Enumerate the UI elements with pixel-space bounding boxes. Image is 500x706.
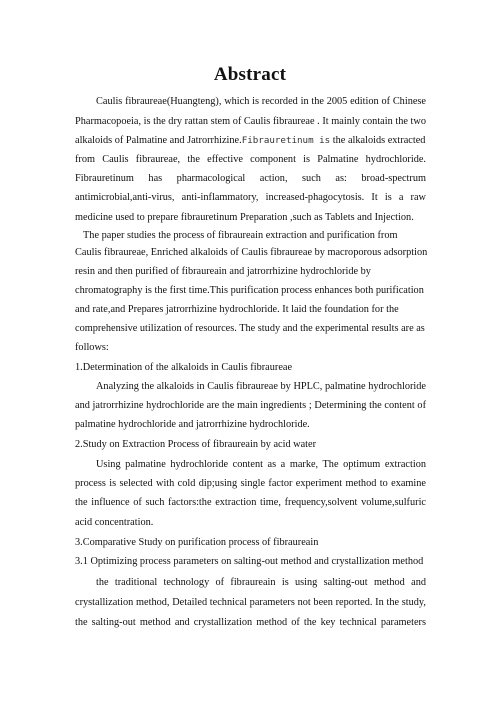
paragraph-line: follows:: [75, 342, 109, 353]
paragraph-line: Caulis fibraureae(Huangteng), which is recorded in the 2005 edition of Chinese: [96, 96, 426, 107]
paragraph-line: chromatography is the first time.This purification process enhances both purification: [75, 285, 424, 296]
paragraph-line: the traditional technology of fibraureain is using salting-out method and: [96, 577, 426, 588]
paragraph-line: [75, 134, 426, 148]
abstract-title: Abstract: [213, 64, 287, 85]
paragraph-line: comprehensive utilization of resources. The study and the experimental results are as: [75, 323, 425, 334]
monospace-span: Fibrauretinum is: [241, 135, 331, 146]
subsection-heading: 3.1 Optimizing process parameters on salting-out method and crystallization method: [75, 556, 424, 567]
paragraph-line: antimicrobial,anti-virus, anti-inflammatory, increased-phagocytosis. It is a raw: [75, 192, 426, 203]
paragraph-line: and jatrorrhizine hydrochloride are the main ingredients ; Determining the content of: [75, 400, 426, 411]
paragraph-line: the salting-out method and crystallization method of the key technical parameters: [75, 617, 426, 628]
text-span: the alkaloids extracted: [330, 135, 426, 146]
paragraph-line: process is selected with cold dip;using single factor experiment method to examine: [75, 478, 426, 489]
section-heading: 3.Comparative Study on purification process of fibraureain: [75, 537, 319, 548]
paragraph-line: Analyzing the alkaloids in Caulis fibraureae by HPLC, palmatine hydrochloride: [96, 381, 426, 392]
section-heading: 1.Determination of the alkaloids in Caulis fibraureae: [75, 362, 293, 373]
paragraph-line: Caulis fibraureae, Enriched alkaloids of Caulis fibraureae by macroporous adsorption: [75, 247, 428, 258]
section-heading: 2.Study on Extraction Process of fibraureain by acid water: [75, 439, 317, 450]
paragraph-line: acid concentration.: [75, 517, 154, 528]
paragraph-line: and rate,and Prepares jatrorrhizine hydrochloride. It laid the foundation for the: [75, 304, 399, 315]
paragraph-line: Using palmatine hydrochloride content as a marke, The optimum extraction: [96, 459, 426, 470]
paragraph-line: The paper studies the process of fibraureain extraction and purification from: [83, 230, 398, 241]
paragraph-line: crystallization method, Detailed technical parameters not been reported. In the study,: [75, 597, 426, 608]
paragraph-line: the influence of such factors:the extraction time, frequency,solvent volume,sulfuric: [75, 497, 426, 508]
text-span: alkaloids of Palmatine and Jatrorrhizine.: [75, 135, 242, 146]
paragraph-line: resin and then purified of fibraureain and jatrorrhizine hydrochloride by: [75, 266, 371, 277]
paragraph-line: Fibrauretinum has pharmacological action, such as: broad-spectrum: [75, 173, 426, 184]
paragraph-line: Pharmacopoeia, is the dry rattan stem of Caulis fibraureae . It mainly contain the two: [75, 116, 426, 127]
paragraph-line: medicine used to prepare fibrauretinum Preparation ,such as Tablets and Injection.: [75, 212, 414, 223]
paragraph-line: palmatine hydrochloride and jatrorrhizine hydrochloride.: [75, 419, 310, 430]
paragraph-line: from Caulis fibraureae, the effective component is Palmatine hydrochloride.: [75, 154, 426, 165]
